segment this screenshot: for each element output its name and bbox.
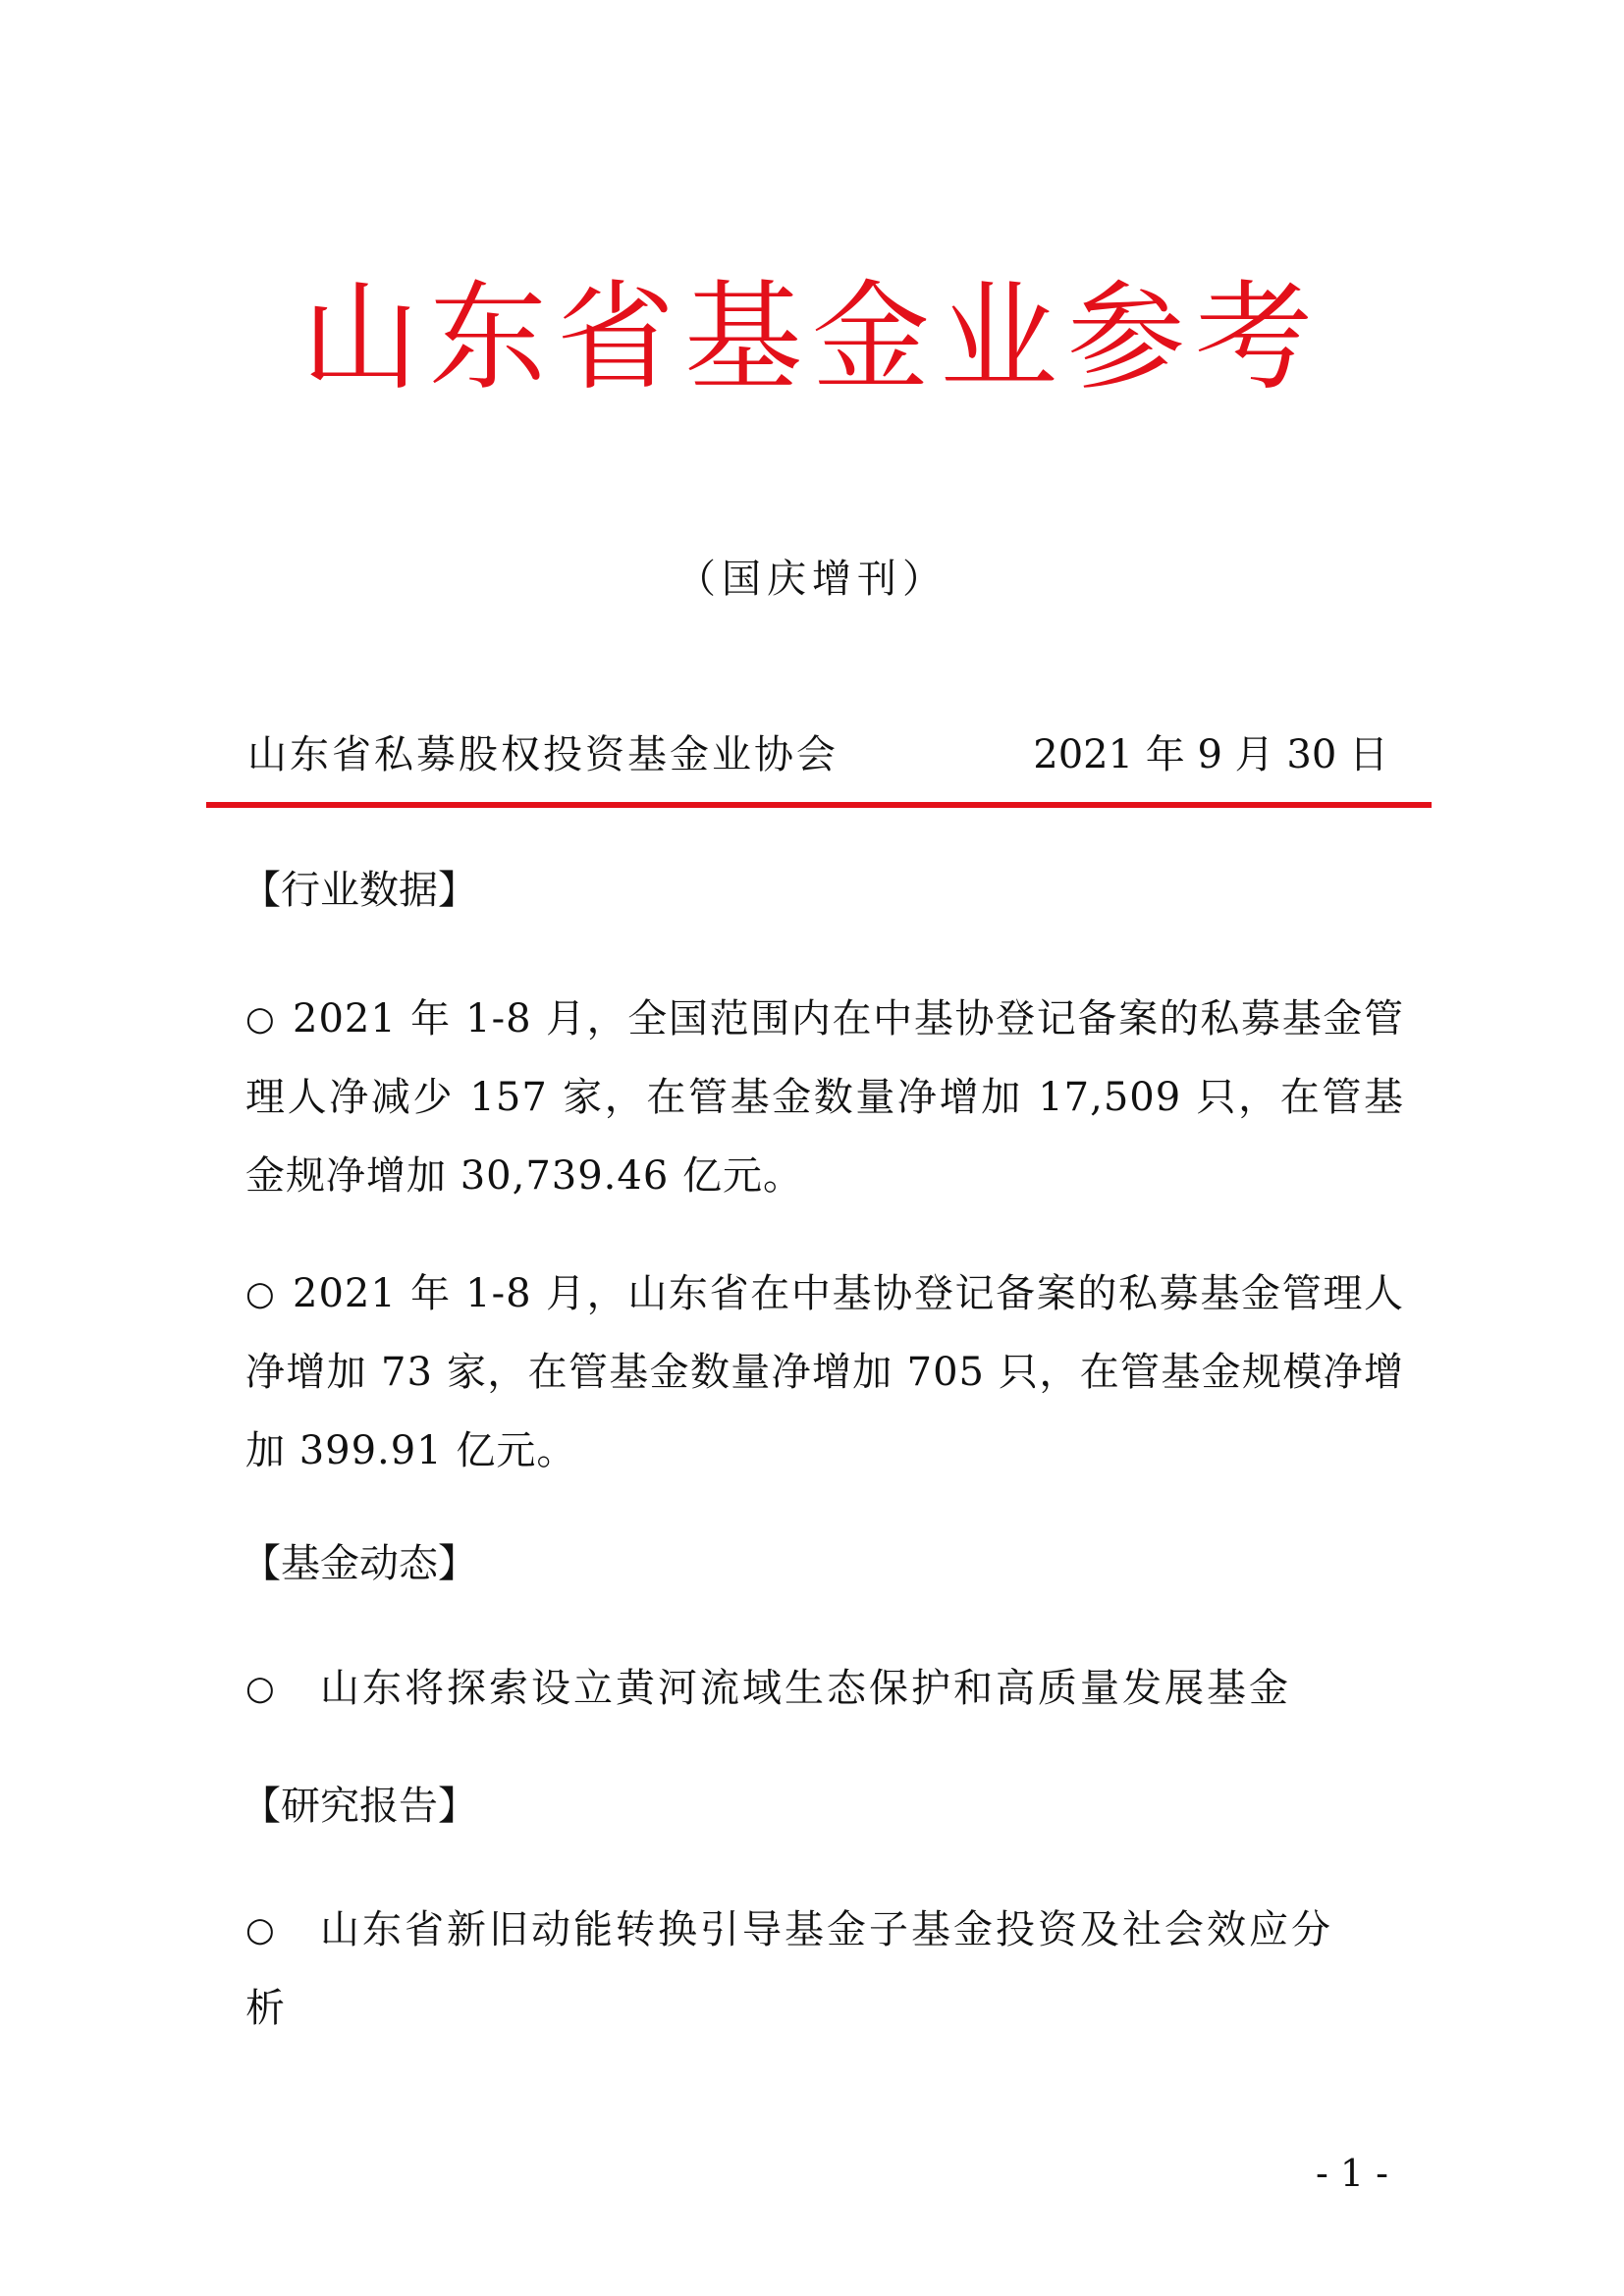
section-heading-research: 【研究报告】: [242, 1784, 477, 1829]
circle-outline-icon: ○: [245, 1274, 276, 1313]
publication-date: 2021 年 9 月 30 日: [1033, 732, 1388, 777]
section-heading-industry-data: 【行业数据】: [242, 868, 477, 913]
list-item-research: [245, 1891, 1365, 2048]
issue-label: （国庆增刊）: [677, 557, 947, 602]
list-item-text: 2021 年 1-8 月，山东省在中基协登记备案的私募基金管理人净增加 73 家，在管基金数量净增加 705 只，在管基金规模净增加 399.91 亿元。: [245, 1271, 1404, 1473]
circle-outline-icon: ○: [245, 1669, 278, 1708]
circle-outline-icon: ○: [245, 999, 276, 1039]
publisher-name: 山东省私募股权投资基金业协会: [247, 732, 839, 777]
circle-outline-icon: ○: [245, 1910, 278, 1949]
list-item-industry-shandong: [245, 1255, 1404, 1490]
section-heading-fund-news: 【基金动态】: [242, 1541, 477, 1586]
publication-title: 山东省基金业参考: [301, 270, 1323, 406]
page-number: - 1 -: [1316, 2152, 1389, 2195]
list-item-industry-national: [245, 980, 1404, 1215]
list-item-text: 山东将探索设立黄河流域生态保护和高质量发展基金: [320, 1666, 1291, 1711]
list-item-text: 2021 年 1-8 月，全国范围内在中基协登记备案的私募基金管理人净减少 157 家，在管基金数量净增加 17,509 只，在管基金规净增加 30,739.46 亿元。: [245, 996, 1404, 1199]
list-item-fund-news: [245, 1649, 1404, 1728]
header-rule: [206, 802, 1432, 808]
list-item-text: 山东省新旧动能转换引导基金子基金投资及社会效应分析: [245, 1907, 1333, 2031]
